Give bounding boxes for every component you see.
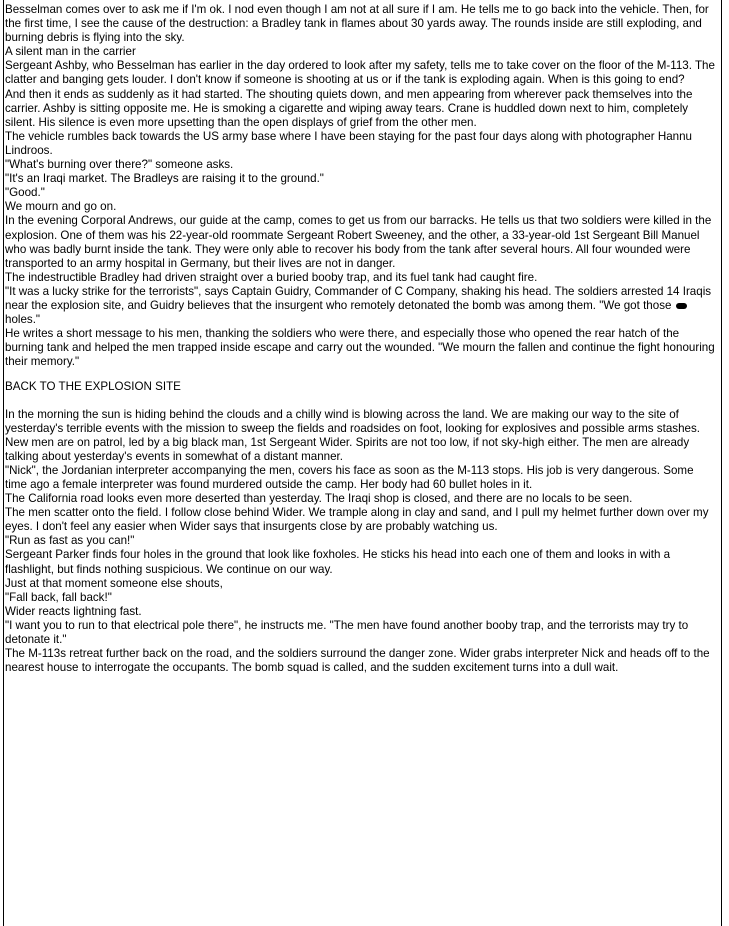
paragraph: "Nick", the Jordanian interpreter accompanying the men, covers his face as soon as the M-113 stops. His job is very dangerous. Some time ago a female interpreter was found murdered outside the camp. Her body had 60 bullet holes in it.	[5, 463, 694, 491]
paragraph: Wider reacts lightning fast.	[5, 604, 142, 618]
paragraph: Besselman comes over to ask me if I'm ok. I nod even though I am not at all sure if I am. He tells me to go back into the vehicle. Then, for the first time, I see the cause of the destruction: a Bradley tank in flames about 30 yards away. The rounds inside are still exploding, and burning debris is flying into the sky.	[5, 3, 709, 45]
paragraph-text: "It was a lucky strike for the terrorists", says Captain Guidry, Commander of C Company, shaking his head. The soldiers arrested 14 Iraqis near the explosion site, and Guidry believes that the insurgent who remotely detonated the bomb was among them.	[5, 284, 712, 312]
paragraph: The vehicle rumbles back towards the US army base where I have been staying for the past four days along with photographer Hannu Lindroos.	[5, 129, 692, 157]
quote-start: "We got those	[596, 298, 675, 312]
paragraph: "Fall back, fall back!"	[5, 590, 112, 604]
paragraph: A silent man in the carrier	[5, 45, 136, 59]
document-body	[5, 3, 717, 675]
paragraph: Just at that moment someone else shouts,	[5, 576, 223, 590]
paragraph: The California road looks even more deserted than yesterday. The Iraqi shop is closed, and there are no locals to be seen.	[5, 492, 633, 506]
paragraph: In the evening Corporal Andrews, our guide at the camp, comes to get us from our barracks. He tells us that two soldiers were killed in the explosion. One of them was his 22-year-old roommate Sergeant Robert Sweeney, and the other, a 33-year-old 1st Sergeant Bill Manuel who was badly burnt inside the tank. They were only able to recover his body from the tank after several hours. All four wounded were transported to an army hospital in Germany, but their lives are not in danger.	[5, 214, 712, 270]
paragraph: "It's an Iraqi market. The Bradleys are raising it to the ground."	[5, 172, 324, 186]
quote-end: holes."	[5, 313, 41, 327]
right-border-line	[721, 0, 722, 926]
paragraph: We mourn and go on.	[5, 200, 117, 214]
paragraph: Sergeant Ashby, who Besselman has earlier in the day ordered to look after my safety, tells me to take cover on the floor of the M-113. The clatter and banging gets louder. I don't know if someone is shooting at us or if the tank is exploding again. When is this going to end?	[5, 59, 715, 87]
paragraph: "Run as fast as you can!"	[5, 534, 135, 548]
paragraph: And then it ends as suddenly as it had started. The shouting quiets down, and men appearing from wherever pack themselves into the carrier. Ashby is sitting opposite me. He is smoking a cigarette and wiping away tears. Crane is huddled down next to him, completely silent. His silence is even more upsetting than the open displays of grief from the other men.	[5, 87, 693, 129]
paragraph: The men scatter onto the field. I follow close behind Wider. We trample along in clay and sand, and I pull my helmet further down over my eyes. I don't feel any easier when Wider says that insurgents close by are probably watching us.	[5, 506, 709, 534]
paragraph: The indestructible Bradley had driven straight over a buried booby trap, and its fuel tank had caught fire.	[5, 270, 538, 284]
paragraph-detonation-quote	[5, 285, 717, 327]
section-heading: BACK TO THE EXPLOSION SITE	[5, 380, 181, 394]
paragraph: He writes a short message to his men, thanking the soldiers who were there, and especially those who opened the rear hatch of the burning tank and helped the men trapped inside escape and carry out the wounded. "We mourn the fallen and continue the fight honouring their memory."	[5, 327, 715, 369]
left-border-line	[3, 0, 4, 926]
paragraph: "I want you to run to that electrical pole there", he instructs me. "The men have found another booby trap, and the terrorists may try to detonate it."	[5, 618, 689, 647]
paragraph-group-before	[5, 3, 717, 285]
censored-word-mark	[676, 303, 687, 309]
paragraph: In the morning the sun is hiding behind the clouds and a chilly wind is blowing across the land. We are making our way to the site of yesterday's terrible events with the mission to sweep the fields and roadsides on foot, looking for explosives and possible arms stashes. New men are on patrol, led by a big black man, 1st Sergeant Wider. Spirits are not too low, if not sky-high either. The men are already talking about yesterday's events in somewhat of a distant manner.	[5, 407, 700, 463]
paragraph: The M-113s retreat further back on the road, and the soldiers surround the danger zone. Wider grabs interpreter Nick and heads off to the nearest house to interrogate the occupants. The bomb squad is called, and the sudden excitement turns into a dull wait.	[5, 647, 710, 675]
paragraph-group-mid	[5, 327, 717, 369]
paragraph: "Good."	[5, 186, 45, 200]
paragraph-group-after	[5, 408, 717, 676]
paragraph: "What's burning over there?" someone asks.	[5, 158, 234, 172]
paragraph: Sergeant Parker finds four holes in the ground that look like foxholes. He sticks his head into each one of them and looks in with a flashlight, but finds nothing suspicious. We continue on our way.	[5, 548, 671, 576]
